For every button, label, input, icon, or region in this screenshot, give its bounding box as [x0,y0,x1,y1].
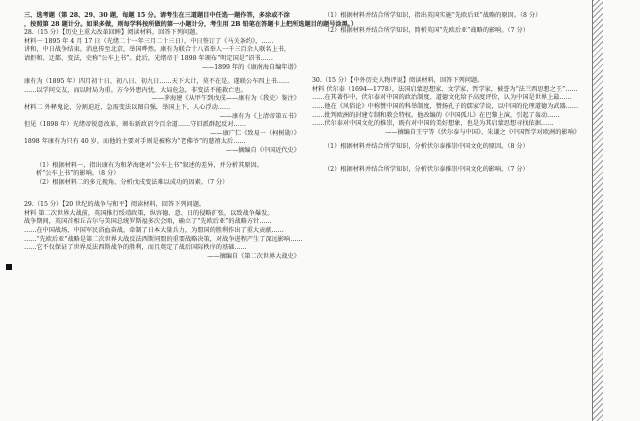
text-line: 战争期间，英国首相丘吉尔与美国总统罗斯福多次会晤，确立了“先欧后亚”的战略方针…… [24,218,272,226]
text-line: ——摘编自王宁等《伏尔泰与中国》、朱谦之《中国哲学对欧洲的影响》 [385,128,580,136]
text-line: 30.（15 分）【中外历史人物评说】阅读材料，回答下列问题。 [312,77,484,85]
text-line: ——1899 年的《康南海自编年谱》 [201,63,300,71]
text-line: 材料 第二次世界大战前，英国推行绥靖政策，纵容德、意、日的侵略扩张，以致战争爆发。 [24,209,274,217]
text-line: 三、选考题（第 28、29、30 题，每题 15 分。请考生在三道题目中任选一题作答，多涂或不涂 [24,12,290,19]
text-line: ……它不仅保证了世界反法西斯战争的胜利，而且奠定了战后国际秩序的基础…… [24,244,247,252]
binding-margin-hatch [592,0,603,421]
text-line: ……他在《风俗论》中称赞中国的科举制度，赞扬孔子的儒家学说，以中国的伦理道德为武器…… [312,102,579,110]
text-line: （1）根据材料并结合所学知识，分析伏尔泰推崇中国文化的原因。（8 分） [324,143,529,151]
text-line: ，按照第 28 题计分。如果多做，则每学科按所做的第一小题计分，考生用 2B 铅笔在答题卡上把所选题目的题号涂黑。） [24,20,358,28]
answer-space [312,35,580,49]
text-line: ……在中国战场，中国军民浴血奋战，牵制了日本大量兵力，为盟国的胜利作出了重大贡献…… [24,227,284,235]
text-line: ——摘编自《中国近代史》 [225,146,300,154]
text-line: 材料一 1895 年 4 月 17 日（光绪二十一年三月二十三日），中日签订了《马关条约》，…… [24,37,274,45]
text-line: 讲和，中日战争结束。消息传至北京，举国哗然。康有为联合十八省举人一千三百余人联名上书， [24,46,291,54]
text-line: ——摘编自《第二次世界大战史》 [207,252,300,260]
text-line: ……伏尔泰对中国文化的推崇，既有对中国的美好想象，也是为其启蒙思想寻找依据…… [312,120,554,128]
text-line: 析“公车上书”的影响。（8 分） [36,170,120,178]
text-line: 29.（15 分）【20 世纪的战争与和平】阅读材料，回答下列问题。 [24,201,206,209]
text-line: （1）根据材料并结合所学知识，指出英国实施“先欧后亚”战略的原因。（8 分） [324,12,542,19]
text-line: ……在其著作中，伏尔泰对中国的政治制度、道德文化给予高度评价，认为中国是世界上最…… [312,94,572,102]
text-line: 1898 年康有为只有 40 岁，而他的主要对手则是被称为“老佛爷”的慈禧太后…… [24,138,246,146]
text-line: 请拒和、迁都、变法，史称“公车上书”。此后，光绪帝于 1898 年颁布“明定国是”诏书…… [24,54,273,62]
answer-space [312,49,580,63]
text-line: （2）根据材料并结合所学知识，简析英国“先欧后亚”战略的影响。（7 分） [324,26,529,34]
right-column [312,12,580,175]
text-line: （2）根据材料二的多元视角，分析戊戌变法难以成功的因素。（7 分） [36,178,229,186]
text-line: ——康有为《上清帝第五书》 [219,112,300,120]
answer-space [312,63,580,77]
text-line: （2）根据材料并结合所学知识，分析伏尔泰推崇中国文化的影响。（7 分） [324,165,529,173]
answer-space [24,187,300,201]
left-column [24,12,358,261]
alignment-marker [6,264,12,270]
text-line: ——康广仁《致易一（柯树勋）》 [210,129,300,137]
text-line: ……批判欧洲的封建专制和教会特权。他改编的《中国孤儿》在巴黎上演，引起了轰动…… [312,111,560,119]
text-line: 材料二 外释鬼论、分割迫近、急需变法以图自强，举国上下，人心浮动…… [24,103,231,111]
answer-space [312,152,580,166]
text-line: （1）根据材料一，指出康有为和茅海建对“公车上书”叙述的差异，并分析其原因。 [36,161,263,169]
text-line: ——茅海建《从甲午到戊戌——康有为〈我史〉鉴注》 [151,95,300,103]
text-line: 但见（1898 年）光绪帝锐意改革，颁布新政诏令百余道……守旧派群起反对…… [24,121,246,129]
text-line: 28.（15 分）【历史上重大改革回眸】阅读材料，回答下列问题。 [24,29,202,37]
text-line: 康有为（1895 年）四月初十日、初八日、初九日……天下大计，莫不在是。遂联公车四上书…… [24,78,290,86]
text-line: ……“先欧后亚”战略是第二次世界大战反法西斯同盟的重要战略决策，对战争进程产生了深远影响…… [24,235,303,243]
text-line: 材料 伏尔泰（1694—1778），法国启蒙思想家、文学家、哲学家，被誉为“法兰西思想之王”…… [312,85,578,93]
text-line: ……以学问交友，而以时局为重。方今外患内忧，大局危急，非变法不能救亡也。 [24,86,247,94]
